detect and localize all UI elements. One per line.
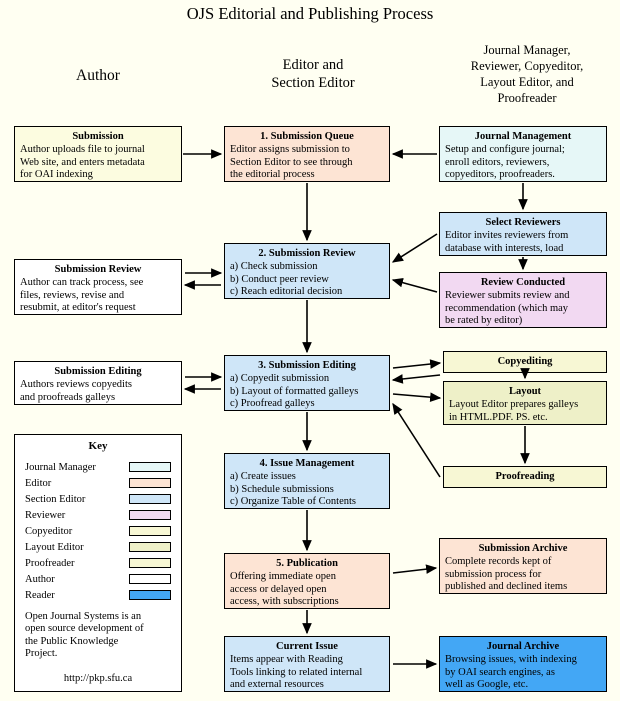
pkp-url[interactable]: http://pkp.sfu.ca: [63, 672, 133, 684]
box-publication: [224, 553, 390, 609]
box-copyediting: [443, 351, 607, 373]
legend-label: Section Editor: [25, 493, 86, 505]
box-title: 3. Submission Editing: [258, 360, 356, 371]
legend-swatch: [129, 462, 171, 472]
box-title: Proofreading: [495, 470, 555, 482]
box-title: Select Reviewers: [485, 217, 561, 228]
legend-label: Editor: [25, 477, 52, 489]
legend-row-author: [15, 571, 181, 587]
legend-swatch: [129, 494, 171, 504]
legend-label: Reviewer: [25, 509, 66, 521]
box-proofreading: [443, 466, 607, 488]
legend-row-reviewer: [15, 507, 181, 523]
box-title: Current Issue: [276, 641, 338, 652]
legend-label: Journal Manager: [25, 461, 96, 473]
box-title: Submission: [72, 131, 124, 142]
box-submission-review: [224, 243, 390, 299]
box-submission-editing: [224, 355, 390, 411]
box-title: 1. Submission Queue: [260, 131, 354, 142]
legend-label: Reader: [25, 589, 55, 601]
box-title: 5. Publication: [276, 558, 338, 569]
box-journal-archive: [439, 636, 607, 692]
box-body: Editor assigns submission to Section Editor to see through the editorial process: [230, 144, 353, 181]
box-select-reviewers: [439, 212, 607, 256]
legend-row-layout-editor: [15, 539, 181, 555]
box-title: Journal Archive: [486, 641, 560, 652]
box-body: a) Copyedit submission b) Layout of formatted galleys c) Proofread galleys: [230, 373, 359, 410]
legend-swatch: [129, 478, 171, 488]
column-header-journal-roles: Journal Manager, Reviewer, Copyeditor, Layout Editor, and Proofreader: [470, 43, 584, 105]
legend-swatch: [129, 542, 171, 552]
box-body: Offering immediate open access or delayed open access, with subscriptions: [230, 571, 339, 608]
box-body: Items appear with Reading Tools linking to related internal and external resources: [230, 654, 363, 691]
legend-row-editor: [15, 475, 181, 491]
box-issue-management: [224, 453, 390, 509]
box-review-conducted: [439, 272, 607, 328]
legend-row-journal-manager: [15, 459, 181, 475]
legend-swatch: [129, 526, 171, 536]
box-body: Author can track process, see files, reviews, revise and resubmit, at editor's request: [20, 277, 144, 314]
box-body: Authors reviews copyedits and proofreads galleys: [20, 379, 132, 403]
legend-row-copyeditor: [15, 523, 181, 539]
legend-row-section-editor: [15, 491, 181, 507]
box-body: Editor invites reviewers from database with interests, load: [445, 230, 569, 254]
legend-swatch: [129, 510, 171, 520]
box-body: Reviewer submits review and recommendation (which may be rated by editor): [445, 290, 570, 327]
box-submission-review-author: [14, 259, 182, 315]
box-submission-editing-author: [14, 361, 182, 405]
legend-swatch: [129, 574, 171, 584]
page-title: OJS Editorial and Publishing Process: [186, 4, 434, 23]
legend-row-reader: [15, 587, 181, 603]
legend-label: Layout Editor: [25, 541, 84, 553]
box-title: Copyediting: [497, 355, 553, 367]
box-title: 2. Submission Review: [258, 248, 356, 259]
box-body: Setup and configure journal; enroll editors, reviewers, copyeditors, proofreaders.: [445, 144, 565, 181]
box-submission: [14, 126, 182, 182]
box-body: Layout Editor prepares galleys in HTML.PDF. PS. etc.: [449, 399, 579, 423]
box-layout: [443, 381, 607, 425]
column-header-editor-section-editor: Editor and Section Editor: [271, 57, 355, 91]
box-body: Browsing issues, with indexing by OAI search engines, as well as Google, etc.: [445, 654, 577, 691]
box-title: Submission Review: [54, 264, 142, 275]
box-title: Review Conducted: [480, 277, 566, 288]
legend-label: Copyeditor: [25, 525, 73, 537]
box-title: 4. Issue Management: [259, 458, 355, 469]
box-body: a) Create issues b) Schedule submissions c) Organize Table of Contents: [230, 471, 357, 508]
box-submission-queue: [224, 126, 390, 182]
legend-row-proofreader: [15, 555, 181, 571]
box-body: Author uploads file to journal Web site, and enters metadata for OAI indexing: [20, 144, 145, 181]
box-journal-management: [439, 126, 607, 182]
legend-note: Open Journal Systems is an open source development of the Public Knowledge Project.: [25, 611, 144, 660]
box-current-issue: [224, 636, 390, 692]
legend-title: Key: [88, 440, 108, 452]
legend-swatch: [129, 590, 171, 600]
legend-label: Author: [25, 573, 55, 585]
box-title: Submission Archive: [478, 543, 568, 554]
legend-key: [14, 434, 182, 692]
legend-label: Proofreader: [25, 557, 75, 569]
box-body: a) Check submission b) Conduct peer review c) Reach editorial decision: [230, 261, 343, 298]
box-body: Complete records kept of submission process for published and declined items: [445, 556, 568, 593]
box-submission-archive: [439, 538, 607, 594]
box-title: Submission Editing: [54, 366, 142, 377]
legend-swatch: [129, 558, 171, 568]
column-header-author: Author: [76, 67, 120, 84]
box-title: Journal Management: [474, 131, 572, 142]
box-title: Layout: [508, 386, 542, 397]
